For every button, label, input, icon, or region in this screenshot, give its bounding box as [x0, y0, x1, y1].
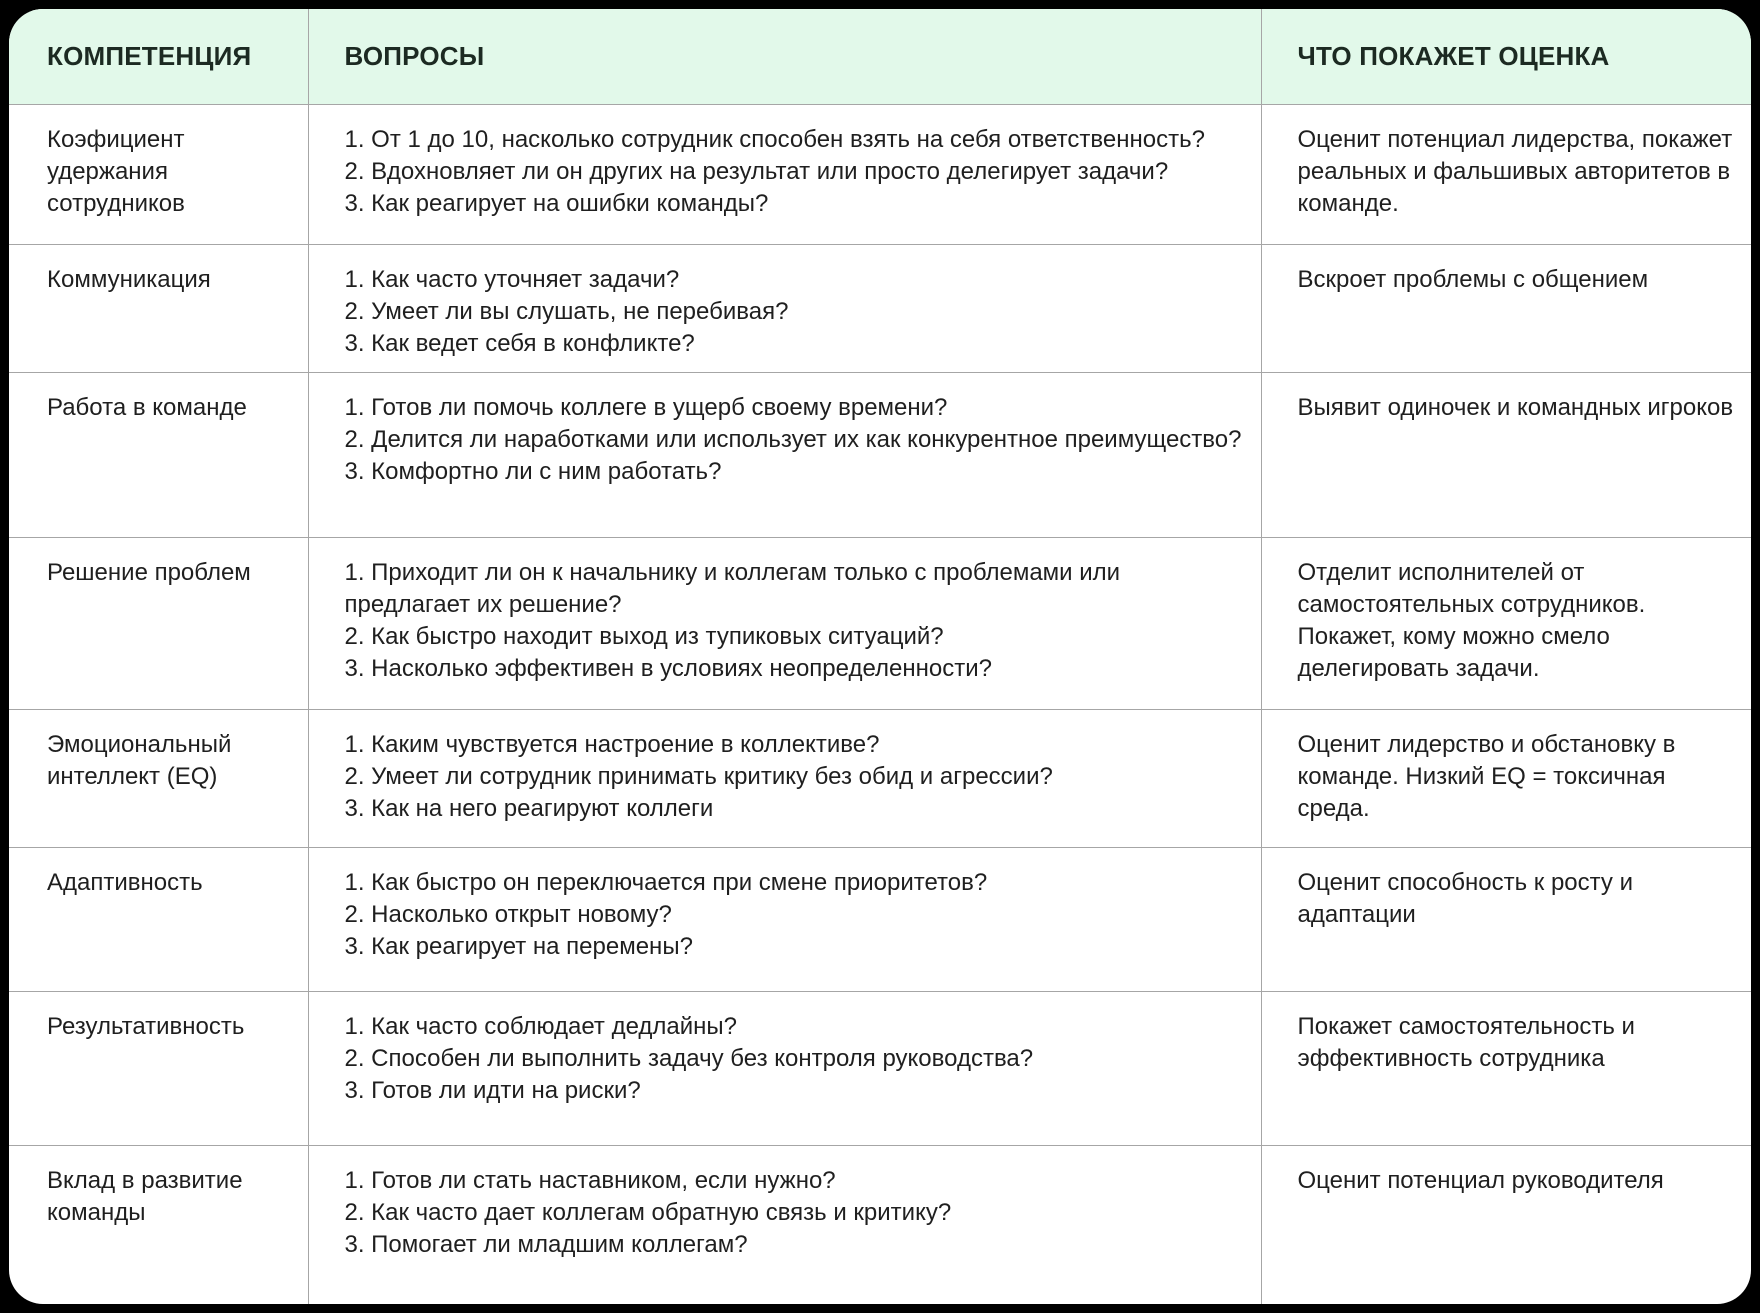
outcome-cell: Оценит потенциал руководителя — [1297, 1166, 1664, 1194]
table-row — [9, 244, 1751, 372]
table-card — [9, 9, 1751, 1304]
question-line: 2. Как быстро находит выход из тупиковых ситуаций? — [344, 622, 944, 650]
questions-cell — [308, 372, 1261, 537]
outcome-cell: Оценит лидерство и обстановку в команде. Низкий EQ = токсичная среда. — [1261, 709, 1751, 847]
question-line: 1. От 1 до 10, насколько сотрудник способен взять на себя ответственность? — [344, 125, 1205, 153]
question-line: 1. Каким чувствуется настроение в коллективе? — [344, 730, 880, 758]
questions-cell — [308, 244, 1261, 372]
question-line: 3. Как реагирует на ошибки команды? — [344, 189, 769, 217]
outcome-cell: Отделит исполнителей от самостоятельных сотрудников. Покажет, кому можно смело делегировать задачи. — [1261, 537, 1751, 709]
question-line: 3. Как ведет себя в конфликте? — [344, 329, 695, 357]
question-line: 1. Готов ли стать наставником, если нужно? — [344, 1166, 836, 1194]
table-row — [9, 1145, 1751, 1304]
question-line: 1. Как часто соблюдает дедлайны? — [344, 1012, 738, 1040]
outcome-cell: Оценит способность к росту и адаптации — [1261, 847, 1751, 991]
table-row — [9, 372, 1751, 537]
question-line: 1. Как быстро он переключается при смене приоритетов? — [344, 868, 988, 896]
question-line: 2. Способен ли выполнить задачу без контроля руководства? — [344, 1044, 1034, 1072]
question-line: 2. Как часто дает коллегам обратную связь и критику? — [344, 1198, 952, 1226]
questions-cell — [308, 537, 1261, 709]
table-row — [9, 104, 1751, 244]
questions-cell — [308, 991, 1261, 1145]
question-line: 3. Как реагирует на перемены? — [344, 932, 693, 960]
table-row — [9, 991, 1751, 1145]
questions-cell — [308, 709, 1261, 847]
outcome-cell: Вскроет проблемы с общением — [1261, 244, 1751, 372]
competency-cell: Адаптивность — [9, 847, 308, 991]
competency-cell: Коэфициент удержания сотрудников — [9, 104, 308, 244]
question-line: 2. Насколько открыт новому? — [344, 900, 672, 928]
table-row — [9, 537, 1751, 709]
outcome-cell: Выявит одиночек и командных игроков — [1261, 372, 1751, 537]
question-line: 3. Как на него реагируют коллеги — [344, 794, 714, 822]
question-line: 2. Вдохновляет ли он других на результат или просто делегирует задачи? — [344, 157, 1169, 185]
question-line: 2. Умеет ли вы слушать, не перебивая? — [344, 297, 789, 325]
questions-cell — [308, 104, 1261, 244]
question-line: 3. Готов ли идти на риски? — [344, 1076, 641, 1104]
competency-cell: Работа в команде — [9, 372, 308, 537]
questions-cell — [308, 1145, 1261, 1304]
question-line: 3. Насколько эффективен в условиях неопределенности? — [344, 654, 992, 682]
question-line: 1. Готов ли помочь коллеге в ущерб своему времени? — [344, 393, 948, 421]
table-row — [9, 847, 1751, 991]
header-competency: КОМПЕТЕНЦИЯ — [9, 9, 308, 104]
table-header-row — [9, 9, 1751, 104]
competency-table — [9, 9, 1751, 1304]
competency-cell: Вклад в развитие команды — [9, 1145, 308, 1304]
question-line: 2. Делится ли наработками или использует их как конкурентное преимущество? — [344, 425, 1242, 453]
competency-cell: Результативность — [9, 991, 308, 1145]
question-line: 3. Комфортно ли с ним работать? — [344, 457, 722, 485]
header-questions: ВОПРОСЫ — [308, 9, 1261, 104]
header-outcome: ЧТО ПОКАЖЕТ ОЦЕНКА — [1261, 9, 1751, 104]
questions-cell — [308, 847, 1261, 991]
question-line: 2. Умеет ли сотрудник принимать критику без обид и агрессии? — [344, 762, 1053, 790]
outcome-cell: Оценит потенциал лидерства, покажет реальных и фальшивых авторитетов в команде. — [1261, 104, 1751, 244]
competency-cell: Решение проблем — [9, 537, 308, 709]
table-row — [9, 709, 1751, 847]
competency-cell: Коммуникация — [9, 244, 308, 372]
question-line: 1. Приходит ли он к начальнику и коллегам только с проблемами или предлагает их решение? — [344, 558, 1121, 618]
competency-cell: Эмоциональный интеллект (EQ) — [9, 709, 308, 847]
outcome-cell: Покажет самостоятельность и эффективность сотрудника — [1261, 991, 1751, 1145]
question-line: 3. Помогает ли младшим коллегам? — [344, 1230, 748, 1258]
question-line: 1. Как часто уточняет задачи? — [344, 265, 680, 293]
